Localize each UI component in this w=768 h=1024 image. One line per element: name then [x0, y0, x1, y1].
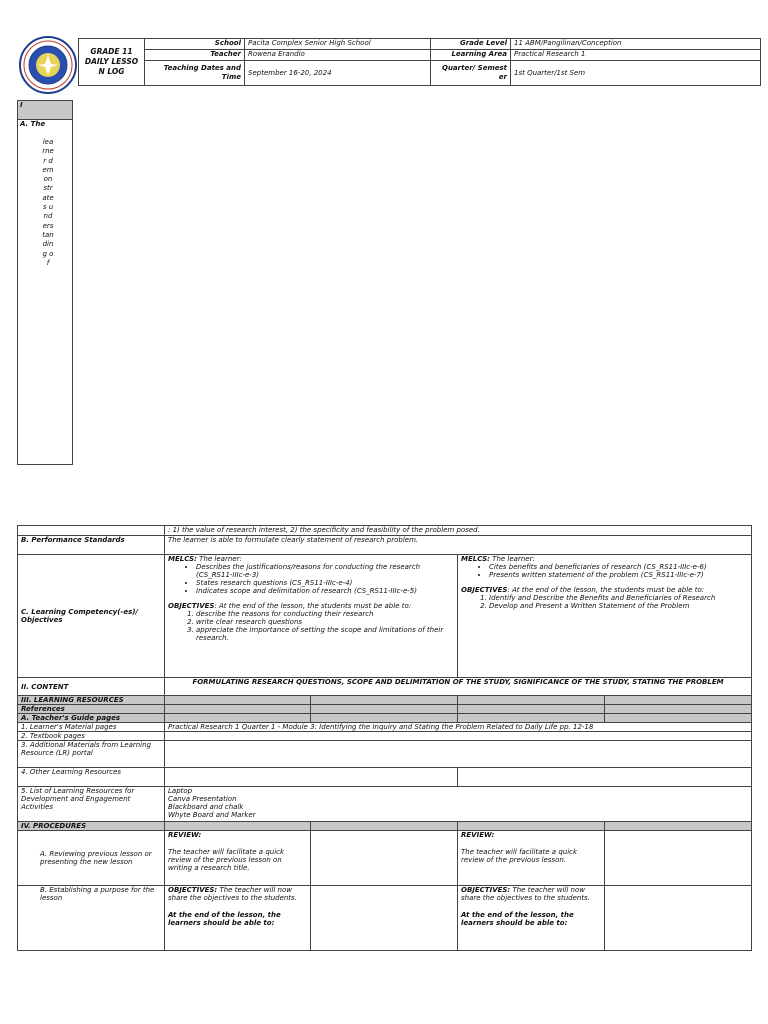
list-item: 3. appreciate the importance of setting the scope and limitations of their research. — [196, 626, 454, 642]
dll-title: GRADE 11 DAILY LESSO N LOG — [79, 39, 145, 86]
list-of-resources-label: 5. List of Learning Resources for Development and Engagement Activities — [18, 787, 165, 822]
list-item: Whyte Board and Marker — [168, 811, 256, 819]
learners-material-value: Practical Research 1 Quarter 1 - Module 3: Identifying the Inquiry and Stating the Problem Related to Daily Life pp. 12-18 — [165, 723, 752, 732]
list-item: Blackboard and chalk — [168, 803, 244, 811]
day2-objectives-intro: : At the end of the lesson, the students must be able to: — [507, 586, 705, 594]
day1-purpose-heading: OBJECTIVES: — [168, 886, 218, 894]
day2-objectives-heading: OBJECTIVES — [461, 586, 508, 594]
quarter-value: 1st Quarter/1st Sem — [511, 61, 761, 86]
establishing-purpose-label: B. Establishing a purpose for the lesson — [18, 886, 165, 951]
dates-value: September 16-20, 2024 — [245, 61, 431, 86]
content-value: FORMULATING RESEARCH QUESTIONS, SCOPE AND DELIMITATION OF THE STUDY, SIGNIFICANCE OF THE STUDY, STATING THE PROBLEM — [165, 678, 752, 696]
day2-purpose-text: The teacher will now share the objectives to the students. — [461, 886, 590, 902]
vertical-letters: learner demonstrates understanding of — [42, 138, 54, 267]
day2-review-cell — [458, 831, 605, 886]
day2-purpose-cell — [458, 886, 605, 951]
list-item: 1. describe the reasons for conducting their research — [196, 610, 454, 618]
list-item: • Cites benefits and beneficiaries of research (CS_RS11-IIIc-e-6) — [489, 563, 748, 571]
day1-purpose-text: The teacher will now share the objectives to the students. — [168, 886, 297, 902]
day1-review-text: The teacher will facilitate a quick review of the previous lesson on writing a research title. — [168, 848, 285, 872]
header-table — [78, 38, 761, 86]
lesson-table — [17, 525, 752, 951]
day1-purpose-cell — [165, 886, 311, 951]
content-standard-continuation: : 1) the value of research interest, 2) the specificity and feasibility of the problem posed. — [165, 526, 752, 536]
additional-materials-label: 3. Additional Materials from Learning Resource (LR) portal — [18, 741, 165, 768]
performance-standards-value: The learner is able to formulate clearly statement of research problem. — [165, 536, 752, 555]
performance-standards-label: B. Performance Standards — [18, 536, 165, 555]
section-i-cell: I — [18, 101, 73, 120]
day1-objectives-intro: : At the end of the lesson, the students must be able to: — [214, 602, 412, 610]
other-resources-label: 4. Other Learning Resources — [18, 768, 165, 787]
references-label: References — [18, 705, 165, 714]
grade-level-value: 11 ABM/Pangilinan/Conception — [511, 39, 761, 50]
list-item: 2. write clear research questions — [196, 618, 454, 626]
list-item: • Presents written statement of the problem (CS_RS11-IIIc-e-7) — [489, 571, 748, 579]
day2-objectives-list — [461, 594, 748, 610]
content-label: II. CONTENT — [18, 678, 165, 696]
day2-melcs-list — [461, 563, 748, 579]
list-item: • States research questions (CS_RS11-IIIc-e-4) — [196, 579, 454, 587]
day1-objectives-list — [168, 610, 454, 642]
dates-label: Teaching Dates and Time — [145, 61, 245, 86]
list-of-resources-value — [165, 787, 752, 822]
day1-objectives-heading: OBJECTIVES — [168, 602, 215, 610]
teacher-value: Rowena Erandio — [245, 50, 431, 61]
learning-resources-label: III. LEARNING RESOURCES — [18, 696, 165, 705]
grade-level-label: Grade Level — [431, 39, 511, 50]
day1-competency-cell — [165, 555, 458, 678]
day2-purpose-heading: OBJECTIVES: — [461, 886, 511, 894]
learners-material-label: 1. Learner's Material pages — [18, 723, 165, 732]
textbook-label: 2. Textbook pages — [18, 732, 165, 741]
quarter-label: Quarter/ Semest er — [431, 61, 511, 86]
day1-review-cell — [165, 831, 311, 886]
school-value: Pacita Complex Senior High School — [245, 39, 431, 50]
day2-melcs-heading: MELCS: — [461, 555, 490, 563]
vertical-standard-text — [42, 138, 54, 268]
list-item: • Describes the justifications/reasons for conducting the research (CS_RS11-IIIc-e-3) — [196, 563, 454, 579]
competency-label: C. Learning Competency(-es)/ Objectives — [18, 555, 165, 678]
list-item: Canva Presentation — [168, 795, 237, 803]
day2-review-heading: REVIEW: — [461, 831, 495, 839]
school-label: School — [145, 39, 245, 50]
procedures-label: IV. PROCEDURES — [18, 822, 165, 831]
list-item: 2. Develop and Present a Written Statement of the Problem — [489, 602, 748, 610]
day1-melcs-list — [168, 563, 454, 595]
day1-review-heading: REVIEW: — [168, 831, 202, 839]
day2-purpose-closing: At the end of the lesson, the learners should be able to: — [461, 911, 574, 927]
learning-area-value: Practical Research 1 — [511, 50, 761, 61]
list-item: Laptop — [168, 787, 193, 795]
day2-melcs-intro: The learner: — [489, 555, 535, 563]
teacher-label: Teacher — [145, 50, 245, 61]
day2-review-text: The teacher will facilitate a quick review of the previous lesson. — [461, 848, 578, 864]
section-a-label: A. The — [20, 120, 46, 128]
learning-area-label: Learning Area — [431, 50, 511, 61]
reviewing-lesson-label: A. Reviewing previous lesson or presenting the new lesson — [18, 831, 165, 886]
day2-competency-cell — [458, 555, 752, 678]
deped-seal — [18, 35, 78, 95]
teachers-guide-label: A. Teacher's Guide pages — [18, 714, 165, 723]
day1-purpose-closing: At the end of the lesson, the learners should be able to: — [168, 911, 281, 927]
day1-melcs-heading: MELCS: — [168, 555, 197, 563]
day1-melcs-intro: The learner: — [196, 555, 242, 563]
list-item: 1. Identify and Describe the Benefits and Beneficiaries of Research — [489, 594, 748, 602]
list-item: • Indicates scope and delimitation of research (CS_RS11-IIIc-e-5) — [196, 587, 454, 595]
